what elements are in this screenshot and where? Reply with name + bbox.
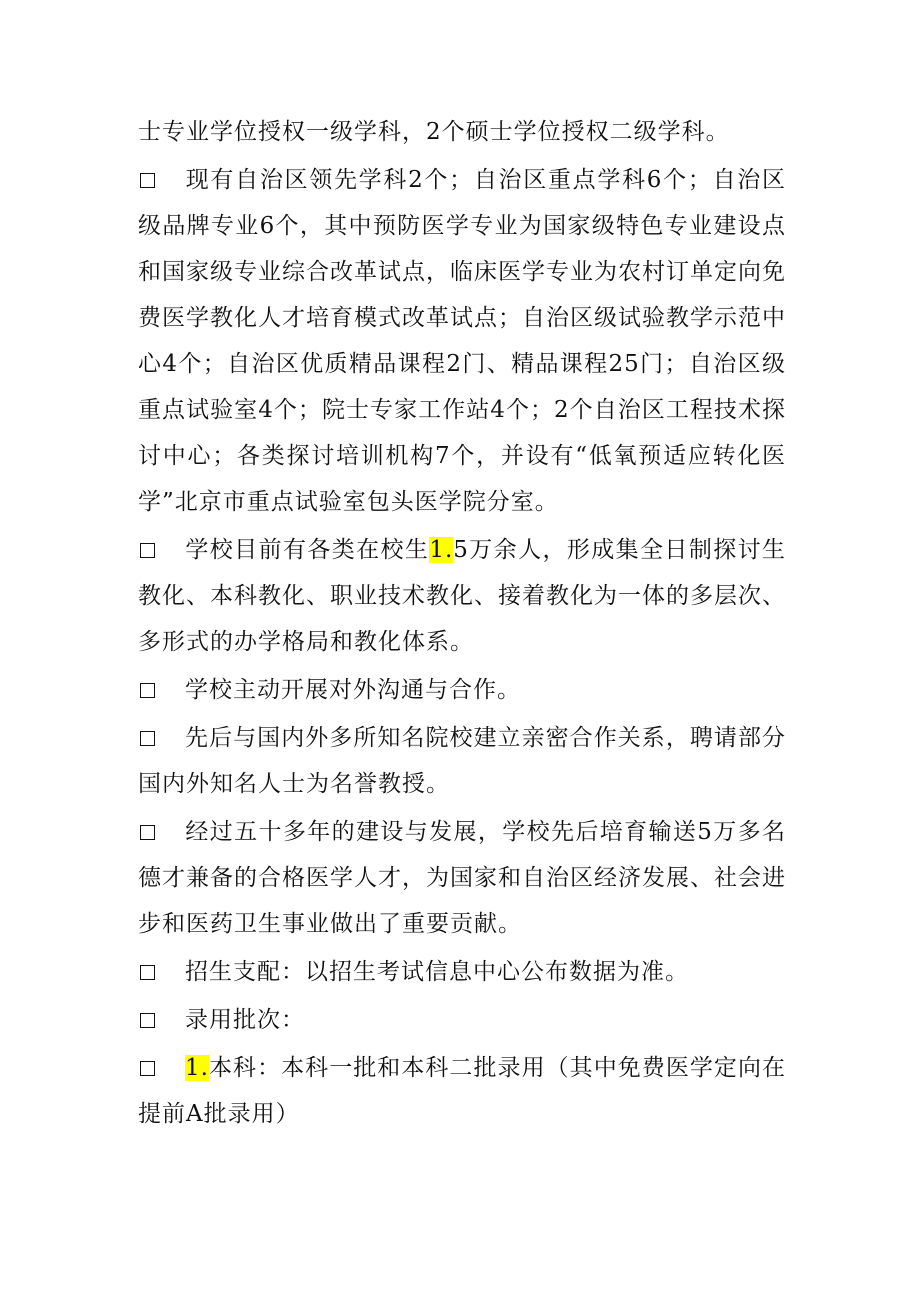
paragraph bbox=[138, 715, 786, 807]
paragraph bbox=[138, 949, 786, 995]
paragraph-text: 士专业学位授权一级学科，2个硕士学位授权二级学科。 bbox=[138, 119, 730, 145]
paragraph-text: 5万余人，形成集全日制探讨生教化、本科教化、职业技术教化、接着教化为一体的多层次、多形式的办学格局和教化体系。 bbox=[138, 537, 786, 655]
highlighted-text: 1. bbox=[185, 1055, 209, 1081]
paragraph-text: 先后与国内外多所知名院校建立亲密合作关系，聘请部分国内外知名人士为名誉教授。 bbox=[138, 725, 786, 797]
document-page bbox=[138, 109, 786, 1139]
paragraph bbox=[138, 997, 786, 1043]
paragraph bbox=[138, 527, 786, 665]
paragraph bbox=[138, 109, 786, 155]
checkbox-icon bbox=[140, 731, 155, 746]
highlighted-text: 1. bbox=[429, 537, 454, 563]
paragraph-text: 经过五十多年的建设与发展，学校先后培育输送5万多名德才兼备的合格医学人才，为国家和自治区经济发展、社会进步和医药卫生事业做出了重要贡献。 bbox=[138, 819, 786, 937]
paragraph-text: 现有自治区领先学科2个；自治区重点学科6个；自治区级品牌专业6个，其中预防医学专业为国家级特色专业建设点和国家级专业综合改革试点，临床医学专业为农村订单定向免费医学教化人才培育模式改革试点；自治区级试验教学示范中心4个；自治区优质精品课程2门、精品课程25门；自治区级重点试验室4个；院士专家工作站4个；2个自治区工程技术探讨中心；各类探讨培训机构7个，并设有“低氧预适应转化医学”北京市重点试验室包头医学院分室。 bbox=[138, 167, 786, 515]
paragraph-text: 录用批次： bbox=[185, 1007, 305, 1033]
paragraph-text: 学校目前有各类在校生 bbox=[185, 537, 430, 563]
checkbox-icon bbox=[140, 825, 155, 840]
paragraph bbox=[138, 157, 786, 525]
checkbox-icon bbox=[140, 1061, 155, 1076]
checkbox-icon bbox=[140, 965, 155, 980]
checkbox-icon bbox=[140, 683, 155, 698]
paragraph-text: 本科：本科一批和本科二批录用（其中免费医学定向在提前A批录用） bbox=[138, 1055, 786, 1127]
paragraph bbox=[138, 667, 786, 713]
checkbox-icon bbox=[140, 543, 155, 558]
paragraph bbox=[138, 809, 786, 947]
checkbox-icon bbox=[140, 1013, 155, 1028]
paragraph-text: 学校主动开展对外沟通与合作。 bbox=[185, 677, 521, 703]
checkbox-icon bbox=[140, 173, 155, 188]
paragraph bbox=[138, 1045, 786, 1137]
paragraph-text: 招生支配：以招生考试信息中心公布数据为准。 bbox=[185, 959, 689, 985]
